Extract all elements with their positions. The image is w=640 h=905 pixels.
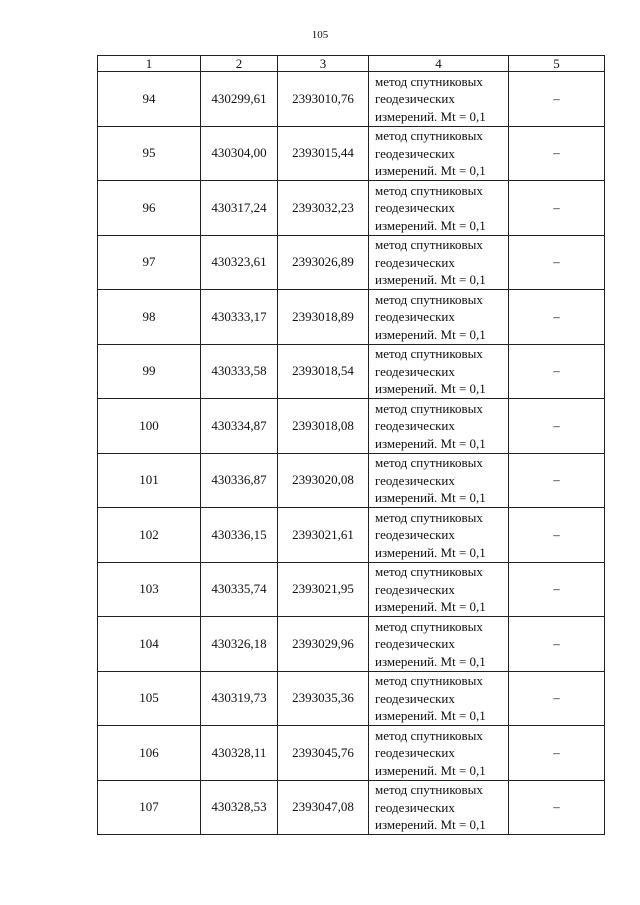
- note-cell: –: [509, 181, 605, 236]
- table-header: [98, 56, 605, 72]
- note-cell: –: [509, 453, 605, 508]
- y-coordinate-cell: 2393010,76: [278, 72, 369, 127]
- method-line: измерений. Mt = 0,1: [375, 381, 486, 396]
- method-line: геодезических: [375, 799, 455, 815]
- point-number-cell: 100: [98, 399, 201, 454]
- page-number: 105: [311, 29, 329, 41]
- x-coordinate-cell: 430336,87: [201, 453, 278, 508]
- note-cell: –: [509, 126, 605, 181]
- point-number-cell: 101: [98, 453, 201, 508]
- table-row: [98, 290, 605, 345]
- method-line: метод спутниковых: [375, 128, 483, 143]
- method-cell: [369, 562, 509, 617]
- method-line: геодезических: [375, 254, 455, 270]
- method-line: геодезических: [375, 200, 455, 215]
- point-number-cell: 107: [98, 780, 201, 835]
- method-line: измерений. Mt = 0,1: [375, 817, 486, 832]
- table-row: [98, 671, 605, 726]
- method-line: измерений. Mt = 0,1: [375, 108, 486, 124]
- method-line: метод спутниковых: [375, 564, 483, 579]
- y-coordinate-cell: 2393045,76: [278, 726, 369, 781]
- x-coordinate-cell: 430304,00: [201, 126, 278, 181]
- method-line: геодезических: [375, 363, 455, 379]
- method-cell: [369, 508, 509, 563]
- method-line: измерений. Mt = 0,1: [375, 599, 486, 614]
- method-line: измерений. Mt = 0,1: [375, 435, 486, 451]
- method-line: геодезических: [375, 745, 455, 760]
- method-line: геодезических: [375, 527, 455, 542]
- method-cell: [369, 72, 509, 127]
- note-cell: –: [509, 508, 605, 563]
- method-line: измерений. Mt = 0,1: [375, 708, 486, 723]
- method-line: метод спутниковых: [375, 346, 483, 361]
- point-number-cell: 102: [98, 508, 201, 563]
- method-line: метод спутниковых: [375, 618, 483, 634]
- table-row: [98, 780, 605, 835]
- method-line: метод спутниковых: [375, 455, 483, 470]
- y-coordinate-cell: 2393047,08: [278, 780, 369, 835]
- method-line: геодезических: [375, 91, 455, 106]
- header-col-5: 5: [509, 56, 605, 72]
- x-coordinate-cell: 430323,61: [201, 235, 278, 290]
- note-cell: –: [509, 344, 605, 399]
- method-line: измерений. Mt = 0,1: [375, 272, 486, 287]
- table-body: [98, 72, 605, 835]
- y-coordinate-cell: 2393018,08: [278, 399, 369, 454]
- y-coordinate-cell: 2393029,96: [278, 617, 369, 672]
- method-line: метод спутниковых: [375, 400, 483, 416]
- note-cell: –: [509, 780, 605, 835]
- x-coordinate-cell: 430328,53: [201, 780, 278, 835]
- table-row: [98, 617, 605, 672]
- header-row: [98, 56, 605, 72]
- method-line: метод спутниковых: [375, 237, 483, 252]
- method-cell: [369, 290, 509, 345]
- coordinates-table: [97, 55, 605, 835]
- note-cell: –: [509, 235, 605, 290]
- point-number-cell: 104: [98, 617, 201, 672]
- y-coordinate-cell: 2393020,08: [278, 453, 369, 508]
- point-number-cell: 106: [98, 726, 201, 781]
- method-line: метод спутниковых: [375, 782, 483, 797]
- y-coordinate-cell: 2393021,61: [278, 508, 369, 563]
- method-line: метод спутниковых: [375, 673, 483, 688]
- point-number-cell: 99: [98, 344, 201, 399]
- method-line: метод спутниковых: [375, 727, 483, 743]
- note-cell: –: [509, 72, 605, 127]
- method-line: геодезических: [375, 145, 455, 161]
- method-cell: [369, 126, 509, 181]
- header-col-1: 1: [98, 56, 201, 72]
- method-cell: [369, 235, 509, 290]
- method-cell: [369, 671, 509, 726]
- header-col-4: 4: [369, 56, 509, 72]
- point-number-cell: 98: [98, 290, 201, 345]
- header-col-2: 2: [201, 56, 278, 72]
- method-cell: [369, 726, 509, 781]
- table-row: [98, 126, 605, 181]
- point-number-cell: 94: [98, 72, 201, 127]
- method-line: геодезических: [375, 309, 455, 324]
- method-line: измерений. Mt = 0,1: [375, 490, 486, 505]
- x-coordinate-cell: 430326,18: [201, 617, 278, 672]
- method-line: геодезических: [375, 690, 455, 706]
- header-col-3: 3: [278, 56, 369, 72]
- point-number-cell: 95: [98, 126, 201, 181]
- method-line: измерений. Mt = 0,1: [375, 163, 486, 178]
- method-line: измерений. Mt = 0,1: [375, 217, 486, 233]
- table-row: [98, 508, 605, 563]
- table-row: [98, 726, 605, 781]
- x-coordinate-cell: 430335,74: [201, 562, 278, 617]
- note-cell: –: [509, 562, 605, 617]
- note-cell: –: [509, 726, 605, 781]
- x-coordinate-cell: 430328,11: [201, 726, 278, 781]
- y-coordinate-cell: 2393021,95: [278, 562, 369, 617]
- table-row: [98, 344, 605, 399]
- method-line: измерений. Mt = 0,1: [375, 653, 486, 669]
- point-number-cell: 96: [98, 181, 201, 236]
- table-row: [98, 562, 605, 617]
- table-row: [98, 235, 605, 290]
- x-coordinate-cell: 430334,87: [201, 399, 278, 454]
- y-coordinate-cell: 2393018,54: [278, 344, 369, 399]
- y-coordinate-cell: 2393026,89: [278, 235, 369, 290]
- method-cell: [369, 617, 509, 672]
- y-coordinate-cell: 2393018,89: [278, 290, 369, 345]
- table-row: [98, 399, 605, 454]
- method-line: метод спутниковых: [375, 509, 483, 525]
- table-row: [98, 72, 605, 127]
- note-cell: –: [509, 617, 605, 672]
- y-coordinate-cell: 2393015,44: [278, 126, 369, 181]
- table-row: [98, 453, 605, 508]
- method-cell: [369, 399, 509, 454]
- method-line: геодезических: [375, 418, 455, 433]
- method-line: геодезических: [375, 581, 455, 597]
- method-line: геодезических: [375, 636, 455, 651]
- x-coordinate-cell: 430319,73: [201, 671, 278, 726]
- method-line: метод спутниковых: [375, 182, 483, 198]
- point-number-cell: 105: [98, 671, 201, 726]
- note-cell: –: [509, 671, 605, 726]
- method-cell: [369, 780, 509, 835]
- method-line: измерений. Mt = 0,1: [375, 326, 486, 342]
- table-row: [98, 181, 605, 236]
- x-coordinate-cell: 430299,61: [201, 72, 278, 127]
- x-coordinate-cell: 430333,17: [201, 290, 278, 345]
- note-cell: –: [509, 399, 605, 454]
- y-coordinate-cell: 2393035,36: [278, 671, 369, 726]
- x-coordinate-cell: 430336,15: [201, 508, 278, 563]
- point-number-cell: 103: [98, 562, 201, 617]
- note-cell: –: [509, 290, 605, 345]
- x-coordinate-cell: 430317,24: [201, 181, 278, 236]
- method-line: геодезических: [375, 472, 455, 488]
- method-cell: [369, 344, 509, 399]
- point-number-cell: 97: [98, 235, 201, 290]
- method-cell: [369, 181, 509, 236]
- y-coordinate-cell: 2393032,23: [278, 181, 369, 236]
- method-line: измерений. Mt = 0,1: [375, 762, 486, 778]
- method-line: метод спутниковых: [375, 73, 483, 89]
- method-line: измерений. Mt = 0,1: [375, 544, 486, 560]
- x-coordinate-cell: 430333,58: [201, 344, 278, 399]
- method-line: метод спутниковых: [375, 291, 483, 307]
- method-cell: [369, 453, 509, 508]
